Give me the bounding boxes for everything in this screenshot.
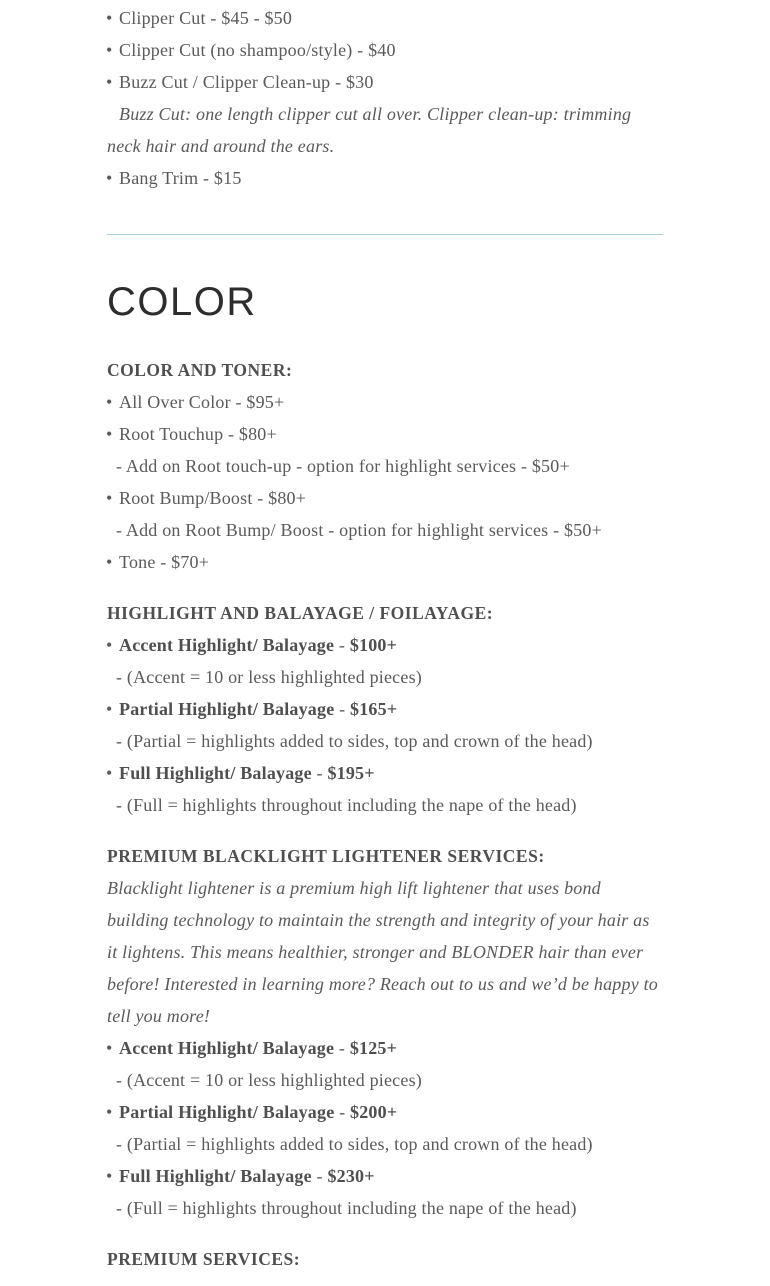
service-group-title: COLOR AND TONER: [107,360,293,380]
price-list-subitem: - (Partial = highlights added to sides, top and crown of the head) [116,1134,593,1154]
service-price: $230+ [327,1166,375,1186]
service-price: $165+ [350,699,398,719]
haircut-price-list [107,2,663,194]
price-list-item: • Buzz Cut / Clipper Clean-up - $30 [107,66,663,98]
price-list-subitem: - (Accent = 10 or less highlighted pieces) [116,1070,422,1090]
color-service-groups [107,354,663,1275]
service-group [107,1243,663,1275]
service-price: $195+ [327,763,375,783]
service-name: Accent Highlight/ Balayage [119,1038,335,1058]
price-list-subitem: - (Accent = 10 or less highlighted pieces) [116,667,422,687]
service-name: Partial Highlight/ Balayage [119,1102,335,1122]
service-group [107,597,663,821]
price-list-item: • Root Touchup - $80+ [107,418,663,450]
service-name: Partial Highlight/ Balayage [119,699,335,719]
price-list-item: • Clipper Cut (no shampoo/style) - $40 [107,34,663,66]
service-description-note: Buzz Cut: one length clipper cut all over. Clipper clean-up: trimming neck hair and around the ears. [107,104,632,156]
service-group-title: HIGHLIGHT AND BALAYAGE / FOILAYAGE: [107,603,494,623]
service-group-title: PREMIUM BLACKLIGHT LIGHTENER SERVICES: [107,846,545,866]
service-group-title: PREMIUM SERVICES: [107,1249,301,1269]
price-list-item: • Clipper Cut - $45 - $50 [107,2,663,34]
service-group [107,354,663,578]
service-name: Accent Highlight/ Balayage [119,635,335,655]
price-list-item-bold: • Partial Highlight/ Balayage - $200+ [107,1096,663,1128]
price-list-subitem: - Add on Root touch-up - option for highlight services - $50+ [116,456,570,476]
section-divider [107,234,663,235]
price-list-item: • All Over Color - $95+ [107,386,663,418]
price-list-item-bold: • Full Highlight/ Balayage - $230+ [107,1160,663,1192]
price-list-subitem: - Add on Root Bump/ Boost - option for highlight services - $50+ [116,520,602,540]
service-name: Full Highlight/ Balayage [119,763,312,783]
service-name: Full Highlight/ Balayage [119,1166,312,1186]
service-price: $100+ [349,635,398,655]
price-list-item-bold: • Accent Highlight/ Balayage - $100+ [107,629,663,661]
service-price: $125+ [349,1038,398,1058]
color-section-heading: COLOR [107,280,257,324]
service-group-intro: Blacklight lightener is a premium high lift lightener that uses bond building technology to maintain the strength and integrity of your hair as it lightens. This means healthier, stronger and BLONDER hair than ever before! Interested in learning more? Reach out to us and we’d be happy to tell you more! [107,878,658,1026]
price-list-item: • Tone - $70+ [107,546,663,578]
price-list-item-bold: • Full Highlight/ Balayage - $195+ [107,757,663,789]
price-list-subitem: - (Full = highlights throughout including the nape of the head) [116,1198,577,1218]
price-list-subitem: - (Partial = highlights added to sides, top and crown of the head) [116,731,593,751]
price-list-item: • Bang Trim - $15 [107,162,663,194]
service-price: $200+ [350,1102,398,1122]
price-list-item-bold: • Accent Highlight/ Balayage - $125+ [107,1032,663,1064]
price-list-item-bold: • Partial Highlight/ Balayage - $165+ [107,693,663,725]
service-group [107,840,663,1224]
price-list-subitem: - (Full = highlights throughout including the nape of the head) [116,795,577,815]
price-list-item: • Root Bump/Boost - $80+ [107,482,663,514]
